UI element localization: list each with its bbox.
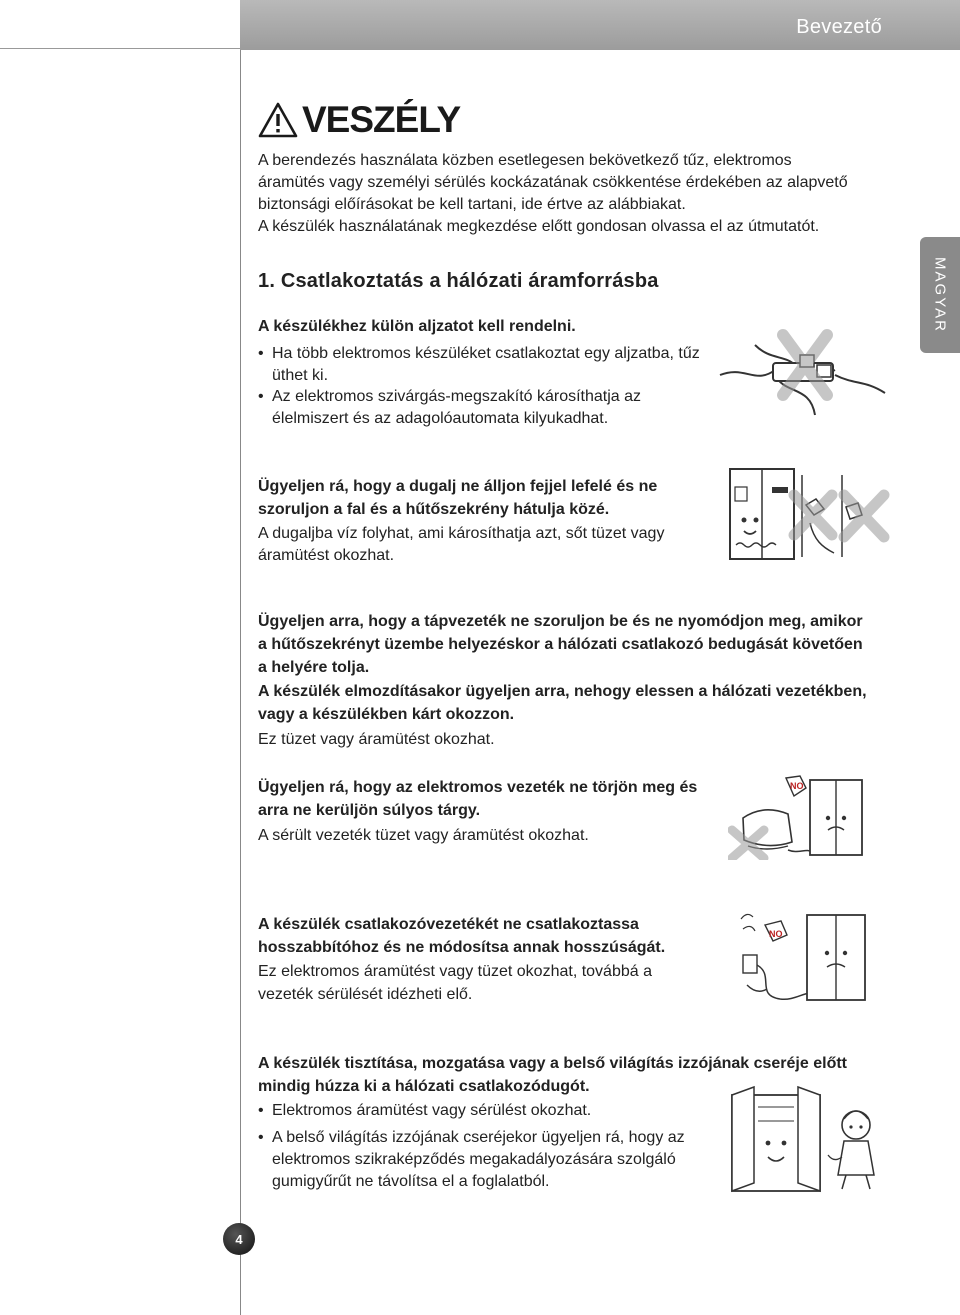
- intro-line-1: A berendezés használata közben esetlegesen bekövetkező tűz, elektromos: [258, 152, 792, 169]
- block4-heading-line-1: Ügyeljen rá, hogy az elektromos vezeték ne törjön meg és: [258, 779, 698, 796]
- language-tab: [920, 237, 960, 353]
- block6-bullet-1-line-1: Elektromos áramütést vagy sérülést okozhat.: [272, 1102, 592, 1119]
- block5-text-line-2: vezeték sérülését idézheti elő.: [258, 986, 473, 1003]
- block4-text: A sérült vezeték tüzet vagy áramütést okozhat.: [258, 827, 589, 844]
- section-title: 1. Csatlakoztatás a hálózati áramforrásba: [258, 270, 659, 292]
- extension-cord-illustration: [735, 895, 875, 1007]
- block5-heading-line-2: hosszabbítóhoz és ne módosítsa annak hosszúságát.: [258, 939, 666, 956]
- no-badge: NO: [769, 929, 783, 939]
- plug-behind-fridge-illustration: [722, 465, 892, 565]
- block6-bullet-2-line-2: elektromos szikraképződés megakadályozására szolgáló: [272, 1151, 676, 1168]
- bullet-dot: •: [258, 345, 264, 362]
- block3-heading1-line-2: a hűtőszekrényt üzembe helyezéskor a hálózati csatlakozó bedugását követően: [258, 636, 863, 653]
- intro-line-2: áramütés vagy személyi sérülés kockázatának csökkentése érdekében az alapvető: [258, 174, 848, 191]
- heavy-object-on-cord-illustration: [728, 770, 873, 860]
- bullet-dot: •: [258, 388, 264, 405]
- power-strip-illustration: [715, 325, 890, 420]
- margin-line: [240, 0, 241, 1315]
- block3-heading1-line-1: Ügyeljen arra, hogy a tápvezeték ne szoruljon be és ne nyomódjon meg, amikor: [258, 613, 863, 630]
- block3-heading2-line-2: vagy a készülékben kárt okozzon.: [258, 706, 515, 723]
- block1-heading: A készülékhez külön aljzatot kell rendelni.: [258, 318, 576, 335]
- block5-text-line-1: Ez elektromos áramütést vagy tüzet okozhat, továbbá a: [258, 963, 652, 980]
- no-badge: NO: [790, 781, 804, 791]
- block1-bullet-1: [258, 343, 700, 387]
- block2-heading-line-2: szoruljon a fal és a hűtőszekrény hátulja közé.: [258, 501, 610, 518]
- block2-heading-line-1: Ügyeljen rá, hogy a dugalj ne álljon fejjel lefelé és ne: [258, 478, 658, 495]
- bullet-dot: •: [258, 1102, 264, 1119]
- block3-heading1-line-3: a helyére tolja.: [258, 659, 370, 676]
- header-bar: [240, 0, 960, 50]
- block1-bullet-2-line-2: élelmiszert és az adagolóautomata kilyukadhat.: [272, 410, 609, 427]
- warning-title-text: VESZÉLY: [302, 99, 461, 140]
- block6-bullet-2: [258, 1127, 685, 1193]
- intro-line-3: biztonsági előírásokat be kell tartani, ide értve az alábbiakat.: [258, 196, 686, 213]
- block5-heading-line-1: A készülék csatlakozóvezetékét ne csatlakoztassa: [258, 916, 639, 933]
- intro-line-4: A készülék használatának megkezdése előtt gondosan olvassa el az útmutatót.: [258, 218, 820, 235]
- block1-bullet-2-line-1: Az elektromos szivárgás-megszakító károsíthatja az: [272, 388, 642, 405]
- block6-heading-line-2: mindig húzza ki a hálózati csatlakozódugót.: [258, 1078, 590, 1095]
- block3-heading2-line-1: A készülék elmozdításakor ügyeljen arra, nehogy elessen a hálózati vezetékben,: [258, 683, 867, 700]
- block2-text-line-1: A dugaljba víz folyhat, ami károsíthatja azt, sőt tüzet vagy: [258, 525, 665, 542]
- block1-bullet-1-line-2: üthet ki.: [272, 367, 329, 384]
- block6-heading-line-1: A készülék tisztítása, mozgatása vagy a belső világítás izzójának cseréje előtt: [258, 1055, 847, 1072]
- header-title: Bevezető: [796, 16, 882, 38]
- block6-bullet-2-line-3: gumigyűrűt ne távolítsa el a foglalatból.: [272, 1173, 550, 1190]
- warning-triangle-icon: [258, 102, 298, 138]
- block1-bullet-2: [258, 386, 641, 430]
- language-tab-label: MAGYAR: [931, 257, 949, 333]
- unplug-before-cleaning-illustration: [728, 1085, 888, 1197]
- block3-text: Ez tüzet vagy áramütést okozhat.: [258, 731, 495, 748]
- block1-bullet-1-line-1: Ha több elektromos készüléket csatlakoztat egy aljzatba, tűz: [272, 345, 700, 362]
- block6-bullet-2-line-1: A belső világítás izzójának cseréjekor ügyeljen rá, hogy az: [272, 1129, 685, 1146]
- page-number: 4: [223, 1223, 255, 1255]
- header-rule: [0, 48, 240, 49]
- block6-bullet-1: [258, 1100, 591, 1122]
- block4-heading-line-2: arra ne kerüljön súlyos tárgy.: [258, 802, 481, 819]
- bullet-dot: •: [258, 1129, 264, 1146]
- block2-text-line-2: áramütést okozhat.: [258, 547, 395, 564]
- warning-title: [258, 98, 460, 142]
